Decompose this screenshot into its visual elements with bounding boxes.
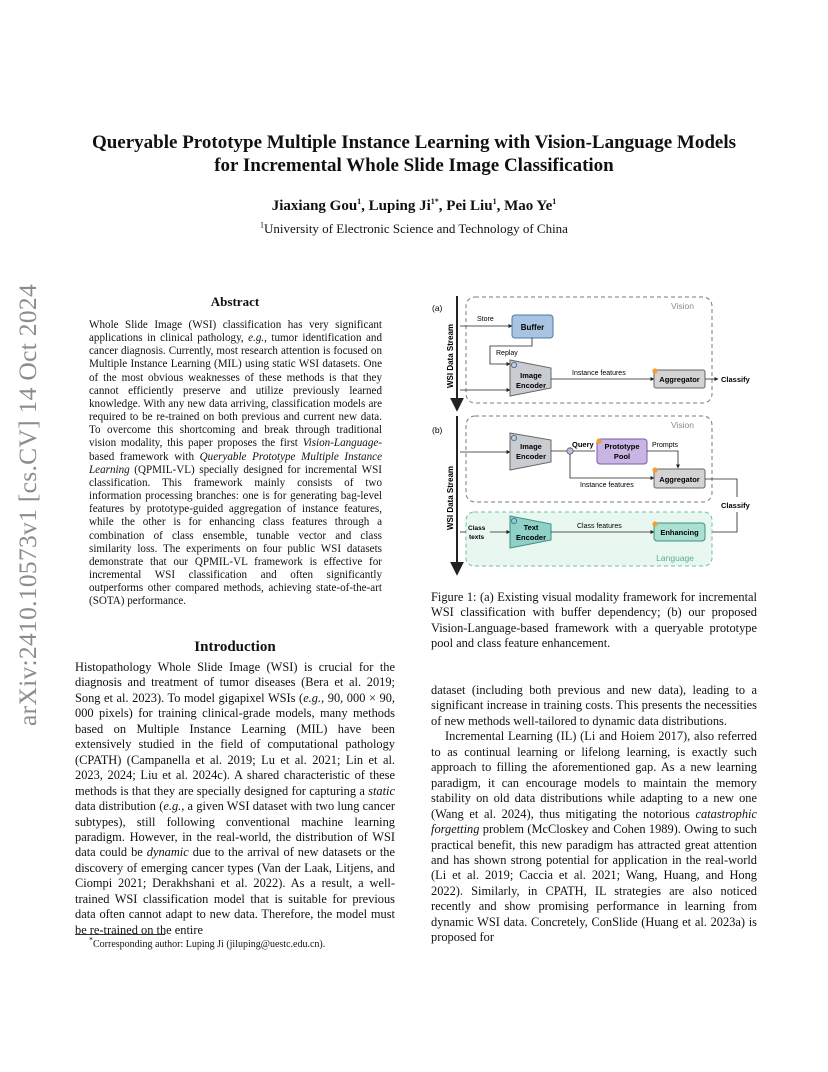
footnote-text: Corresponding author: Luping Ji (jiluping@uestc.edu.cn). — [93, 939, 326, 950]
right-column-body — [431, 683, 757, 946]
abstract-text: (QPMIL-VL) specially designed for incremental WSI classification. This framework mainly consists of two information processing branches: one is for generating bag-level features by prototype-guided aggregation of instance features, while the other is for enhancing class features through a combination of class ensemble, tunable vector and class similarity loss. The experiments on four public WSI datasets demonstrate that our QPMIL-VL framework is effective for incremental WSI classification and often significantly outperforms other compared methods, achieving state-of-the-art (SOTA) performance. — [89, 463, 382, 608]
figure-caption: Figure 1: (a) Existing visual modality framework for incremental WSI classification with buffer dependency; (b) our proposed Vision-Language-based framework with a queryable prototype pool and class feature enhancement. — [431, 590, 757, 651]
body-text: data distribution ( — [75, 799, 164, 814]
arxiv-stamp — [8, 285, 48, 725]
prompts-arrow — [647, 451, 678, 468]
aggregator-label: Aggregator — [659, 375, 700, 384]
author-mark: 1 — [357, 197, 362, 206]
classify-merge-line — [705, 479, 737, 497]
class-features-label: Class features — [577, 523, 622, 530]
footnote-mark: * — [89, 935, 93, 945]
title-line-1: Queryable Prototype Multiple Instance Learning with Vision-Language Models — [91, 132, 737, 153]
author-name: Luping Ji — [368, 198, 431, 214]
instance-features-label: Instance features — [572, 370, 626, 377]
affiliation-text: University of Electronic Science and Technology of China — [264, 221, 568, 236]
image-encoder-label: Image — [520, 442, 542, 451]
affiliation-mark: 1 — [260, 220, 265, 230]
body-text: , 90, 000 × 90, 000 pixels) for training clinical-grade models, many methods based on Multiple Instance Learning (MIL) have been extensively studied in the field of computational pathology (CPATH) (Campanella et al. 2019; Lu et al. 2021; Lin et al. 2023, 2024; Liu et al. 2024c). A shared characteristic of these methods is that they are specially designed for capturing a — [75, 690, 395, 798]
classify-label-b: Classify — [721, 501, 750, 510]
prompts-label: Prompts — [652, 442, 679, 449]
affiliation — [60, 221, 768, 237]
buffer-label: Buffer — [520, 323, 545, 332]
author-mark: 1 — [492, 197, 497, 206]
classify-label-a: Classify — [721, 375, 750, 384]
enhancing-label: Enhancing — [660, 528, 699, 537]
author-name: Pei Liu — [446, 198, 493, 214]
abstract-heading: Abstract — [210, 294, 260, 309]
store-label: Store — [477, 316, 494, 323]
aggregator-label: Aggregator — [659, 475, 700, 484]
language-label: Language — [656, 553, 694, 563]
body-text: e.g. — [303, 690, 322, 705]
image-encoder-label: Image — [520, 371, 542, 380]
vision-label: Vision — [671, 301, 694, 311]
abstract-text: Vision-Language — [302, 437, 379, 450]
abstract-text: , tumor identification and cancer diagnosis. Currently, most research attention is focused on Multiple Instance Learning (MIL) using static WSI datasets. One of the most obvious weaknesses of these methods is that they cannot efficiently preserve and utilize previously learned knowledge. With any new data arriving, classification models are required to be re-trained on both previous and current new data. To overcome this shortcoming and break through traditional vision modality, this paper proposes the first — [89, 332, 382, 450]
trainable-icon — [596, 438, 601, 443]
trainable-icon — [652, 521, 657, 526]
class-texts-label: texts — [469, 534, 485, 541]
query-label: Query — [572, 440, 594, 449]
class-texts-label: Class — [468, 525, 486, 532]
abstract-text: e.g. — [248, 332, 265, 345]
text-encoder-label: Text — [523, 523, 539, 532]
replay-label: Replay — [496, 350, 518, 357]
abstract-text: Whole Slide Image (WSI) classification has very significant applications in clinical pathology, — [89, 319, 382, 345]
body-text: problem (McCloskey and Cohen 1989). Owing to such practical benefit, this new paradigm has attracted great attention and has shown strong potential for application in the real-world (Li et al. 2019; Caccia et al. 2021; Wang, Huang, and Hong 2022). Similarly, in CPATH, IL strategies are also noticed recently and show promising performance in learning from dynamic WSI data. Concretely, ConSlide (Huang et al. 2023a) is proposed for — [431, 822, 757, 945]
body-text: dynamic — [146, 845, 189, 860]
author-list: Jiaxiang Gou$^1$, Luping $Ji^{1*}$, Pei Liu$^1$, Mao Ye$^1$ — [271, 197, 557, 214]
data-stream-label: WSI Data Stream — [446, 465, 455, 530]
panel-b-label: (b) — [432, 425, 443, 435]
trainable-icon — [652, 467, 657, 472]
figure-1-diagram — [430, 294, 760, 582]
prototype-pool-label: Pool — [613, 452, 631, 461]
body-text: due to the arrival of new datasets or the discovery of emerging cancer types (Van der Laak, Litjens, and Ciompi 2021; Derakhshani et al. 2022). As a result, a well-trained WSI classification model that is suitable for previous data often cannot adapt to new data. Therefore, the model must be re-trained on the entire — [75, 845, 396, 937]
body-text: catastrophic forgetting — [431, 806, 757, 837]
body-text: Incremental Learning (IL) (Li and Hoiem 2017), also referred to as continual learning or lifelong learning, is exactly such approach to filling the aforementioned gap. As a new learning paradigm, it can encourage models to maintain the memory stability on old data distributions while adapting to a new one (Wang et al. 2024), thus mitigating the notorious — [431, 729, 757, 821]
body-text: Histopathology Whole Slide Image (WSI) is crucial for the diagnosis and treatment of tumor diseases (Bera et al. 2019; Song et al. 2023). To model gigapixel WSIs ( — [75, 660, 395, 705]
body-paragraph — [431, 729, 757, 945]
data-stream-label: WSI Data Stream — [446, 323, 455, 388]
introduction-heading: Introduction — [194, 639, 276, 655]
body-text: e.g. — [163, 799, 182, 814]
panel-a-label: (a) — [432, 303, 443, 313]
image-encoder-label: Encoder — [515, 381, 547, 390]
text-encoder-label: Encoder — [515, 533, 547, 542]
body-text: static — [368, 783, 395, 798]
image-encoder-label: Encoder — [515, 452, 547, 461]
instance-features-label: Instance features — [580, 482, 634, 489]
author-name: Mao Ye — [504, 198, 553, 214]
title-line-2: for Incremental Whole Slide Image Classification — [214, 155, 614, 176]
author-mark: 1 — [552, 197, 557, 206]
abstract-body — [89, 319, 382, 608]
abstract-text: Queryable Prototype Multiple Instance Learning — [89, 450, 382, 476]
vision-label: Vision — [671, 420, 694, 430]
body-paragraph: dataset (including both previous and new data), leading to a significant increase in training costs. This presents the necessities of new methods well-tailored to dynamic data distributions. — [431, 683, 757, 728]
trainable-icon — [652, 368, 657, 373]
abstract-text: -based framework with — [89, 437, 382, 463]
arxiv-stamp-text: arXiv:2410.10573v1 [cs.CV] 14 Oct 2024 — [13, 283, 42, 727]
paper-title — [60, 131, 768, 177]
body-text: , a given WSI dataset with two lung cancer subtypes), still following conventional machine learning paradigm. However, in the real-world, the distribution of WSI data could be — [75, 799, 395, 860]
author-name: Jiaxiang Gou — [271, 198, 358, 214]
prototype-pool-label: Prototype — [604, 442, 640, 451]
author-mark: 1* — [430, 197, 439, 206]
footnote — [89, 935, 395, 950]
introduction-body — [75, 660, 395, 938]
